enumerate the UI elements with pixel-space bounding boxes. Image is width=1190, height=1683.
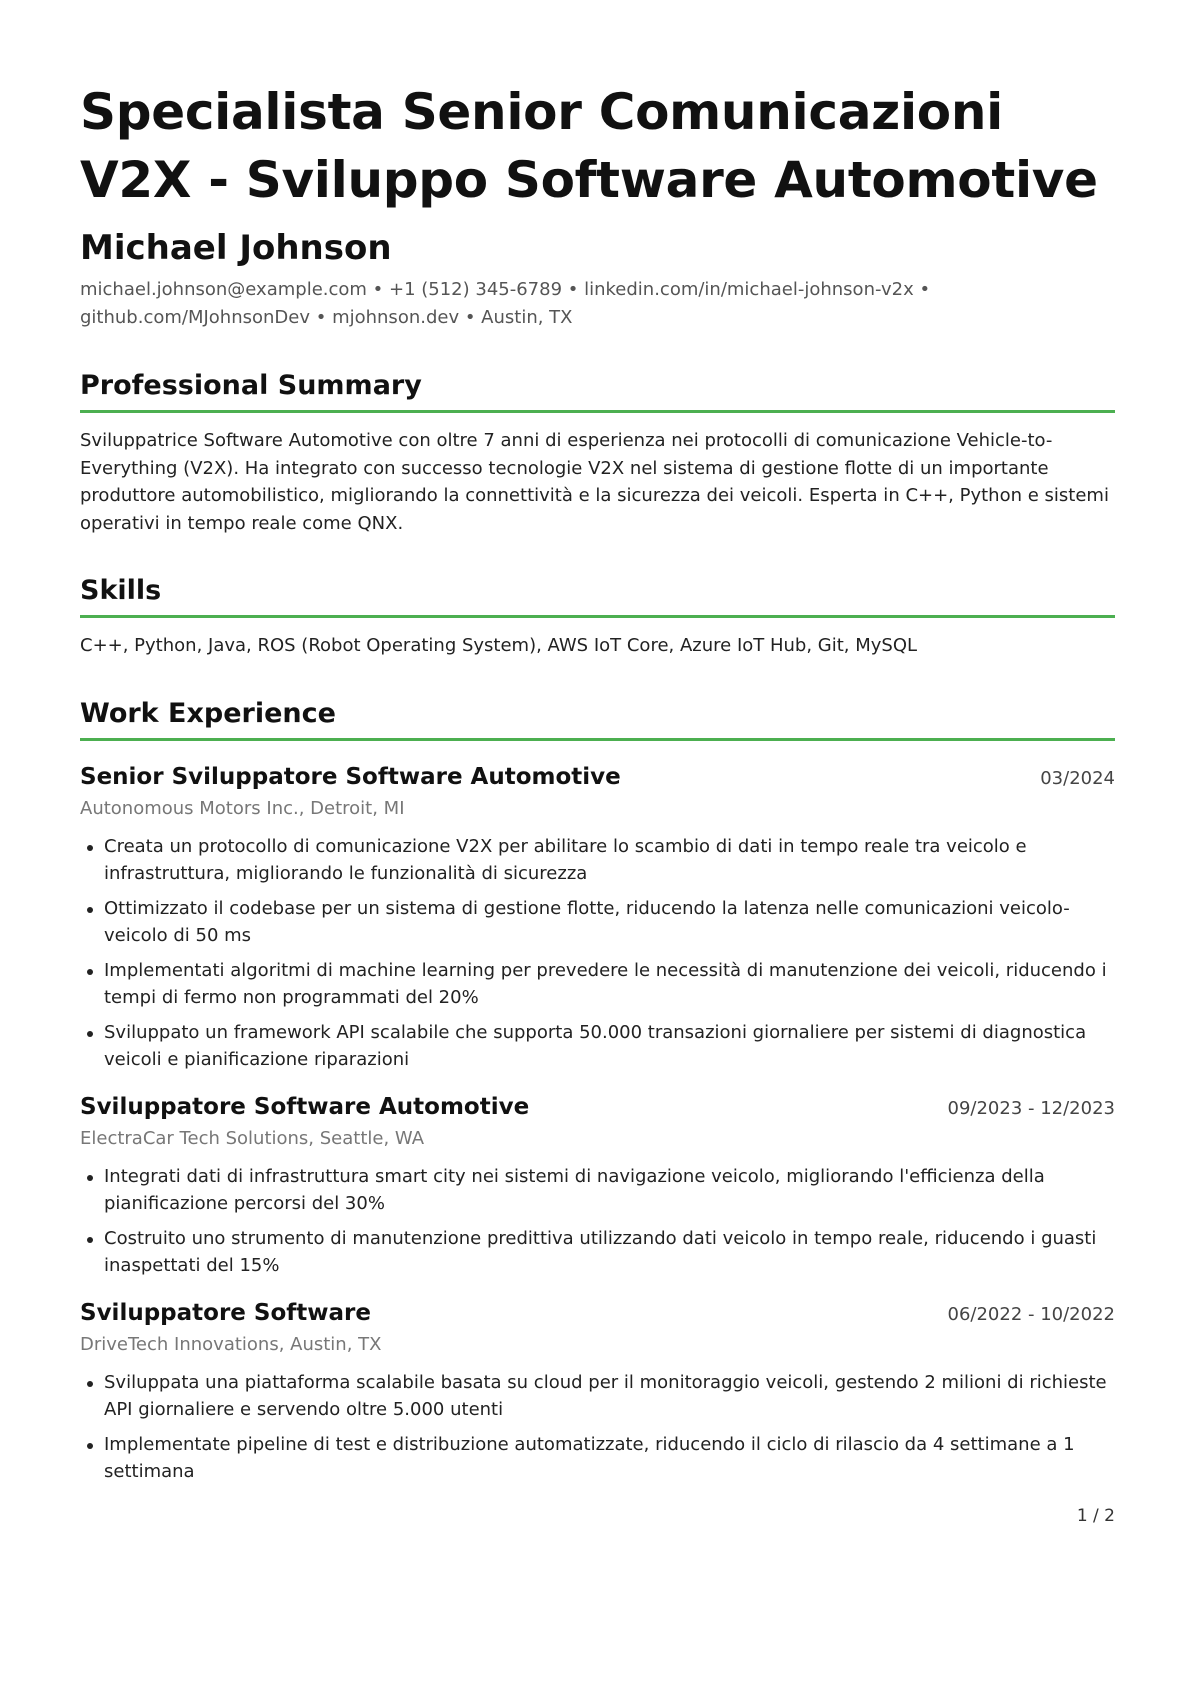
job-header xyxy=(80,1297,1115,1329)
job-entry xyxy=(80,1297,1115,1485)
job-entry xyxy=(80,761,1115,1073)
job-bullet xyxy=(80,1369,1115,1423)
experience-section xyxy=(80,696,1115,1485)
job-date: 03/2024 xyxy=(1040,767,1115,789)
summary-heading: Professional Summary xyxy=(80,368,1115,413)
job-company: Autonomous Motors Inc., Detroit, MI xyxy=(80,797,405,819)
job-entry xyxy=(80,1091,1115,1279)
candidate-name: Michael Johnson xyxy=(80,228,392,268)
bullet-dot-icon xyxy=(87,1175,93,1181)
bullet-dot-icon xyxy=(87,1031,93,1037)
bullet-dot-icon xyxy=(87,1381,93,1387)
job-bullet-text: Costruito uno strumento di manutenzione predittiva utilizzando dati veicolo in tempo reale, riducendo i guasti inaspettati del 15% xyxy=(104,1227,1097,1276)
job-bullet-text: Implementate pipeline di test e distribuzione automatizzate, riducendo il ciclo di rilascio da 4 settimane a 1 settimana xyxy=(104,1433,1075,1482)
job-bullet xyxy=(80,1163,1115,1217)
resume-page xyxy=(80,78,1115,1493)
job-bullet xyxy=(80,957,1115,1011)
job-title: Senior Sviluppatore Software Automotive xyxy=(80,763,621,790)
experience-heading: Work Experience xyxy=(80,696,1115,741)
bullet-dot-icon xyxy=(87,1237,93,1243)
summary-text: Sviluppatrice Software Automotive con oltre 7 anni di esperienza nei protocolli di comunicazione Vehicle-to-Everything (V2X). Ha integrato con successo tecnologie V2X nel sistema di gestione flotte di un importante produttore automobilistico, migliorando la connettività e la sicurezza dei veicoli. Esperta in C++, Python e sistemi operativi in tempo reale come QNX. xyxy=(80,430,1109,534)
job-company: DriveTech Innovations, Austin, TX xyxy=(80,1333,382,1355)
bullet-dot-icon xyxy=(87,907,93,913)
job-bullet-text: Ottimizzato il codebase per un sistema di gestione flotte, riducendo la latenza nelle comunicazioni veicolo-veicolo di 50 ms xyxy=(104,897,1070,946)
contact-info: michael.johnson@example.com • +1 (512) 345-6789 • linkedin.com/in/michael-johnson-v2x • github.com/MJohnsonDev • mjohnson.dev • Austin, TX xyxy=(80,279,931,328)
bullet-dot-icon xyxy=(87,969,93,975)
skills-section xyxy=(80,573,1115,660)
skills-heading: Skills xyxy=(80,573,1115,618)
job-company: ElectraCar Tech Solutions, Seattle, WA xyxy=(80,1127,425,1149)
resume-title: Specialista Senior Comunicazioni V2X - Sviluppo Software Automotive xyxy=(80,83,1098,209)
job-bullet xyxy=(80,895,1115,949)
job-header xyxy=(80,1091,1115,1123)
job-bullet xyxy=(80,1431,1115,1485)
job-bullet-text: Sviluppata una piattaforma scalabile basata su cloud per il monitoraggio veicoli, gestendo 2 milioni di richieste API giornaliere e servendo oltre 5.000 utenti xyxy=(104,1371,1107,1420)
job-date: 09/2023 - 12/2023 xyxy=(947,1097,1115,1119)
job-bullet xyxy=(80,1225,1115,1279)
job-header xyxy=(80,761,1115,793)
job-bullet xyxy=(80,833,1115,887)
job-bullet-text: Integrati dati di infrastruttura smart city nei sistemi di navigazione veicolo, migliorando l'efficienza della pianificazione percorsi del 30% xyxy=(104,1165,1045,1214)
page-number: 1 / 2 xyxy=(1076,1506,1115,1526)
job-bullets xyxy=(80,1369,1115,1485)
job-bullets xyxy=(80,833,1115,1073)
job-date: 06/2022 - 10/2022 xyxy=(947,1303,1115,1325)
bullet-dot-icon xyxy=(87,845,93,851)
bullet-dot-icon xyxy=(87,1443,93,1449)
job-bullet-text: Implementati algoritmi di machine learning per prevedere le necessità di manutenzione dei veicoli, riducendo i tempi di fermo non programmati del 20% xyxy=(104,959,1107,1008)
job-bullet-text: Creata un protocollo di comunicazione V2X per abilitare lo scambio di dati in tempo reale tra veicolo e infrastruttura, migliorando le funzionalità di sicurezza xyxy=(104,835,1027,884)
job-bullet xyxy=(80,1019,1115,1073)
job-title: Sviluppatore Software xyxy=(80,1299,371,1326)
summary-section xyxy=(80,368,1115,537)
job-bullet-text: Sviluppato un framework API scalabile che supporta 50.000 transazioni giornaliere per sistemi di diagnostica veicoli e pianificazione riparazioni xyxy=(104,1021,1087,1070)
skills-text: C++, Python, Java, ROS (Robot Operating System), AWS IoT Core, Azure IoT Hub, Git, MySQL xyxy=(80,635,918,656)
job-bullets xyxy=(80,1163,1115,1279)
job-title: Sviluppatore Software Automotive xyxy=(80,1093,530,1120)
